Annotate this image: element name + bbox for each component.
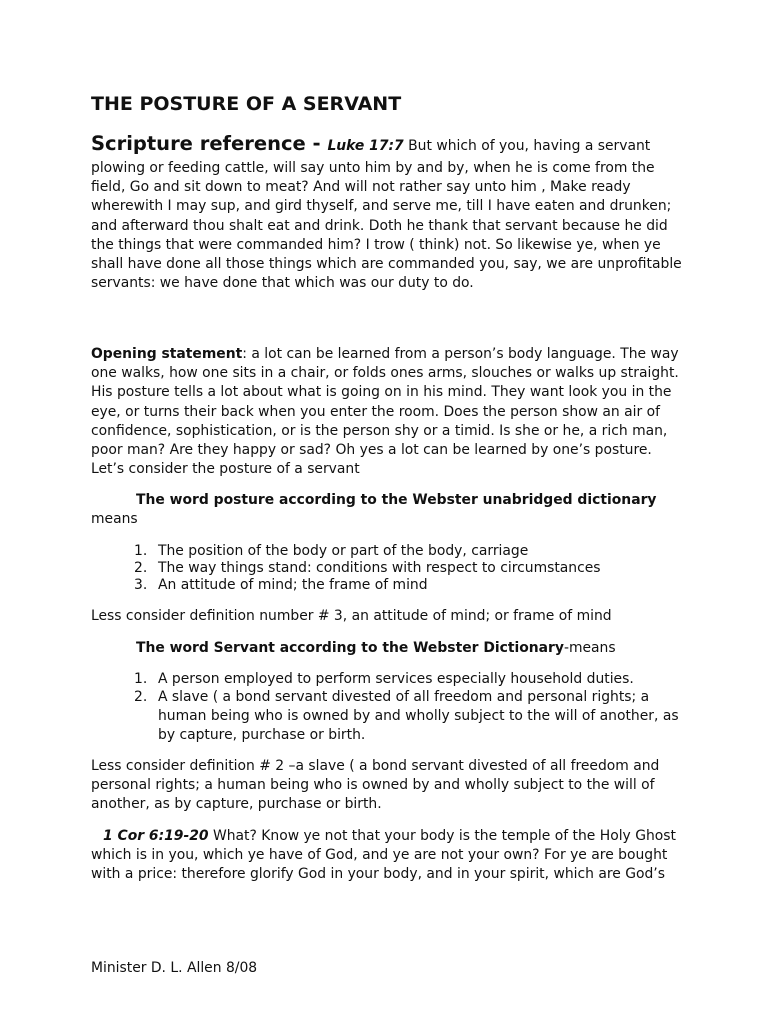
scripture-line: wherewith I may sup, and gird thyself, and serve me, till I have eaten and drunken; <box>91 198 672 215</box>
opening-label: Opening statement <box>91 346 243 362</box>
scripture-line: and afterward thou shalt eat and drink. Doth he thank that servant because he did <box>91 217 668 234</box>
cor-paragraph <box>91 827 691 885</box>
opening-line: eye, or turns their back when you enter the room. Does the person show an air of <box>91 403 661 420</box>
list-number: 3. <box>134 577 148 593</box>
scripture-line: field, Go and sit down to meat? And will not rather say unto him , Make ready <box>91 179 631 196</box>
list-text: The position of the body or part of the body, carriage <box>158 543 529 559</box>
opening-line: poor man? Are they happy or sad? Oh yes a lot can be learned by one’s posture. <box>91 442 652 459</box>
list-item <box>134 671 679 688</box>
list-item <box>134 543 601 560</box>
cor-line: with a price: therefore glorify God in your body, and in your spirit, which are God’s <box>91 866 665 883</box>
list-item <box>134 560 601 577</box>
scripture-ref: Luke 17:7 <box>327 138 404 154</box>
scripture-first-line <box>91 131 691 159</box>
servant-definition-list <box>134 671 679 745</box>
posture-definition-list <box>134 543 601 594</box>
servant-heading <box>136 639 736 658</box>
posture-heading-text: The word posture according to the Webster unabridged dictionary <box>136 492 657 508</box>
servant-consider-paragraph <box>91 757 691 815</box>
cor-line: which is in you, which ye have of God, and ye are not your own? For ye are bought <box>91 847 668 864</box>
list-text: A person employed to perform services especially household duties. <box>158 671 634 687</box>
scripture-line: plowing or feeding cattle, will say unto him by and by, when he is come from the <box>91 160 655 176</box>
consider-line: Less consider definition # 2 –a slave ( a bond servant divested of all freedom and <box>91 758 660 774</box>
cor-ref: 1 Cor 6:19-20 <box>103 828 209 844</box>
scripture-line: shall have done all those things which are commanded you, say, we are unprofitable <box>91 256 682 273</box>
list-text: An attitude of mind; the frame of mind <box>158 577 428 593</box>
list-number: 1. <box>134 671 148 687</box>
list-text: by capture, purchase or birth. <box>158 727 366 743</box>
list-number: 1. <box>134 543 148 559</box>
opening-line: confidence, sophistication, or is the person shy or a timid. Is she or he, a rich man, <box>91 422 668 439</box>
scripture-paragraph <box>91 131 691 293</box>
list-text: A slave ( a bond servant divested of all freedom and personal rights; a <box>158 689 650 705</box>
list-item <box>134 577 601 594</box>
list-text: The way things stand: conditions with respect to circumstances <box>158 560 601 576</box>
list-item <box>134 688 679 745</box>
consider-line: personal rights; a human being who is owned by and wholly subject to the will of <box>91 777 655 794</box>
consider-line: another, as by capture, purchase or birth. <box>91 796 382 813</box>
list-number: 2. <box>134 560 148 576</box>
document-title: THE POSTURE OF A SERVANT <box>91 93 402 115</box>
footer-author: Minister D. L. Allen 8/08 <box>91 960 258 976</box>
posture-heading <box>136 491 736 510</box>
posture-consider: Less consider definition number # 3, an attitude of mind; or frame of mind <box>91 608 612 624</box>
servant-heading-text: The word Servant according to the Webster Dictionary <box>136 640 564 656</box>
servant-heading-suffix: -means <box>563 640 616 656</box>
opening-paragraph <box>91 345 691 479</box>
cor-line <box>91 827 691 846</box>
scripture-heading: Scripture reference - <box>91 132 328 155</box>
opening-line: Let’s consider the posture of a servant <box>91 461 360 478</box>
scripture-line: But which of you, having a servant <box>403 138 651 154</box>
posture-heading-suffix: means <box>91 511 138 527</box>
opening-line <box>91 345 691 364</box>
scripture-line: the things that were commanded him? I trow ( think) not. So likewise ye, when ye <box>91 236 661 253</box>
opening-line: His posture tells a lot about what is going on in his mind. They want look you in the <box>91 384 672 401</box>
cor-text: What? Know ye not that your body is the temple of the Holy Ghost <box>208 828 676 844</box>
scripture-line: servants: we have done that which was our duty to do. <box>91 275 474 292</box>
list-text: human being who is owned by and wholly subject to the will of another, as <box>158 708 679 724</box>
list-number: 2. <box>134 689 148 705</box>
opening-text: : a lot can be learned from a person’s body language. The way <box>242 346 679 362</box>
opening-line: one walks, how one sits in a chair, or folds ones arms, slouches or walks up straight. <box>91 365 679 382</box>
